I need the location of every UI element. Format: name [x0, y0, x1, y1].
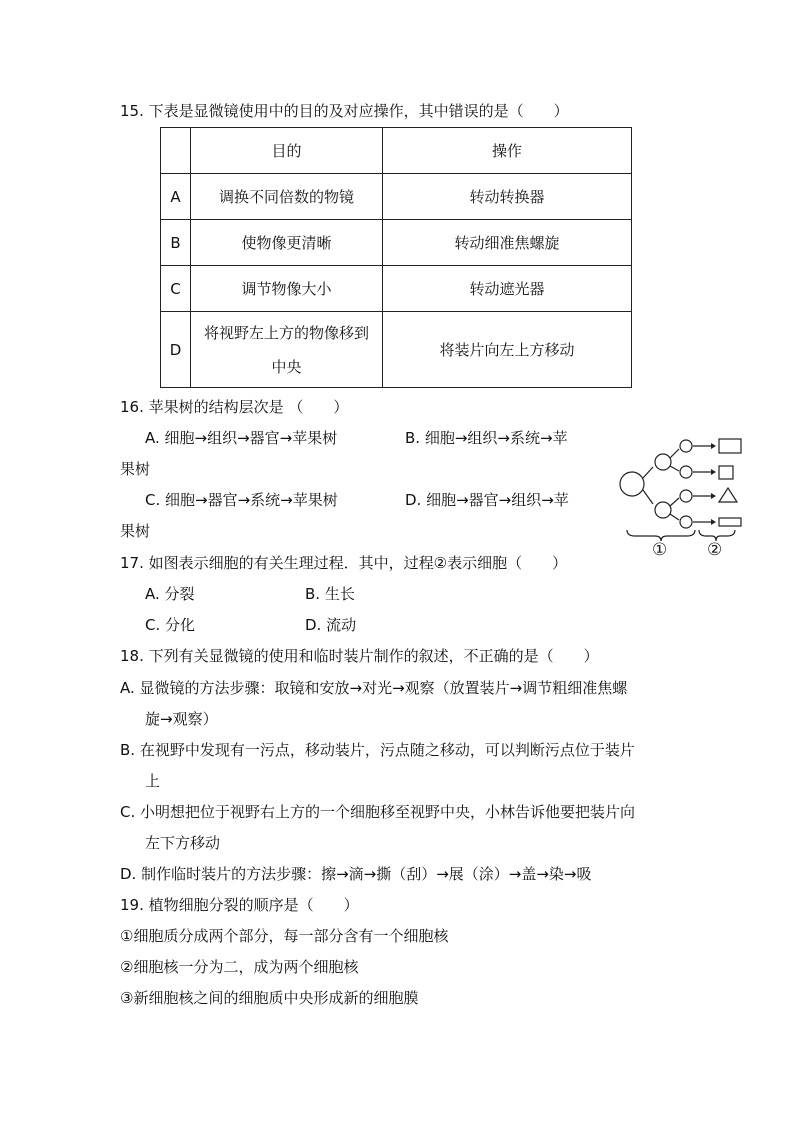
row-purpose-line2: 中央 [271, 357, 302, 376]
header-cell-operation: 操作 [383, 128, 632, 174]
row-letter: D [161, 312, 191, 388]
cell-process-figure [615, 432, 755, 558]
q16-option-c: C. 细胞→器官→系统→苹果树 [145, 491, 338, 509]
q18-option-a: A. 显微镜的方法步骤：取镜和安放→对光→观察（放置装片→调节粗细准焦螺 [120, 679, 628, 697]
q19-step-2: ②细胞核一分为二，成为两个细胞核 [120, 958, 359, 976]
q15-table [160, 127, 632, 388]
q18-option-c-cont: 左下方移动 [145, 834, 221, 852]
tissue-cell-flat [719, 518, 741, 526]
q16-option-b-cont: 果树 [120, 460, 151, 478]
daughter-cell-bottom [655, 502, 671, 518]
header-cell-purpose: 目的 [191, 128, 383, 174]
q16-option-a: A. 细胞→组织→器官→苹果树 [145, 429, 338, 447]
q17-option-b: B. 生长 [305, 585, 355, 603]
row-operation: 转动转换器 [383, 174, 632, 220]
row-operation: 将装片向左上方移动 [383, 312, 632, 388]
table-row [161, 266, 632, 312]
mother-cell [620, 472, 644, 496]
row-purpose-line1: 将视野左上方的物像移到 [203, 323, 369, 342]
q15-stem: 15. 下表是显微镜使用中的目的及对应操作，其中错误的是（ ） [120, 102, 569, 120]
row-letter: A [161, 174, 191, 220]
q18-option-d: D. 制作临时装片的方法步骤：擦→滴→撕（刮）→展（涂）→盖→染→吸 [120, 865, 592, 883]
row-purpose: 调节物像大小 [191, 266, 383, 312]
row-operation: 转动遮光器 [383, 266, 632, 312]
table-row [161, 312, 632, 388]
q18-option-c: C. 小明想把位于视野右上方的一个细胞移至视野中央，小林告诉他要把装片向 [120, 803, 636, 821]
row-letter: B [161, 220, 191, 266]
q16-option-b: B. 细胞→组织→系统→苹 [405, 429, 568, 447]
row-purpose: 使物像更清晰 [191, 220, 383, 266]
q17-stem: 17. 如图表示细胞的有关生理过程．其中，过程②表示细胞（ ） [120, 554, 568, 572]
tissue-cell-square [719, 466, 733, 479]
q18-stem: 18. 下列有关显微镜的使用和临时装片制作的叙述，不正确的是（ ） [120, 647, 599, 665]
header-cell-letter [161, 128, 191, 174]
q16-option-d-cont: 果树 [120, 522, 151, 540]
table-row [161, 220, 632, 266]
q18-option-b: B. 在视野中发现有一污点，移动装片，污点随之移动，可以判断污点位于装片 [120, 741, 635, 759]
q19-step-1: ①细胞质分成两个部分，每一部分含有一个细胞核 [120, 927, 449, 945]
row-purpose: 调换不同倍数的物镜 [191, 174, 383, 220]
q19-step-3: ③新细胞核之间的细胞质中央形成新的细胞膜 [120, 989, 419, 1007]
process-1-label: ① [652, 540, 668, 558]
process-2-label: ② [707, 540, 723, 558]
table-row [161, 174, 632, 220]
tissue-cell-triangle [719, 488, 737, 502]
tissue-cell-rect [719, 439, 741, 453]
q18-option-b-cont: 上 [145, 772, 161, 790]
table-header-row [161, 128, 632, 174]
q17-option-d: D. 流动 [305, 616, 357, 634]
q17-option-a: A. 分裂 [145, 585, 195, 603]
daughter-cell-top [655, 454, 671, 470]
row-operation: 转动细准焦螺旋 [383, 220, 632, 266]
q16-option-d: D. 细胞→器官→组织→苹 [405, 491, 569, 509]
q19-stem: 19. 植物细胞分裂的顺序是（ ） [120, 896, 359, 914]
q18-option-a-cont: 旋→观察） [145, 710, 218, 728]
row-letter: C [161, 266, 191, 312]
q17-option-c: C. 分化 [145, 616, 196, 634]
q16-stem: 16. 苹果树的结构层次是 （ ） [120, 398, 349, 416]
row-purpose [191, 312, 383, 388]
